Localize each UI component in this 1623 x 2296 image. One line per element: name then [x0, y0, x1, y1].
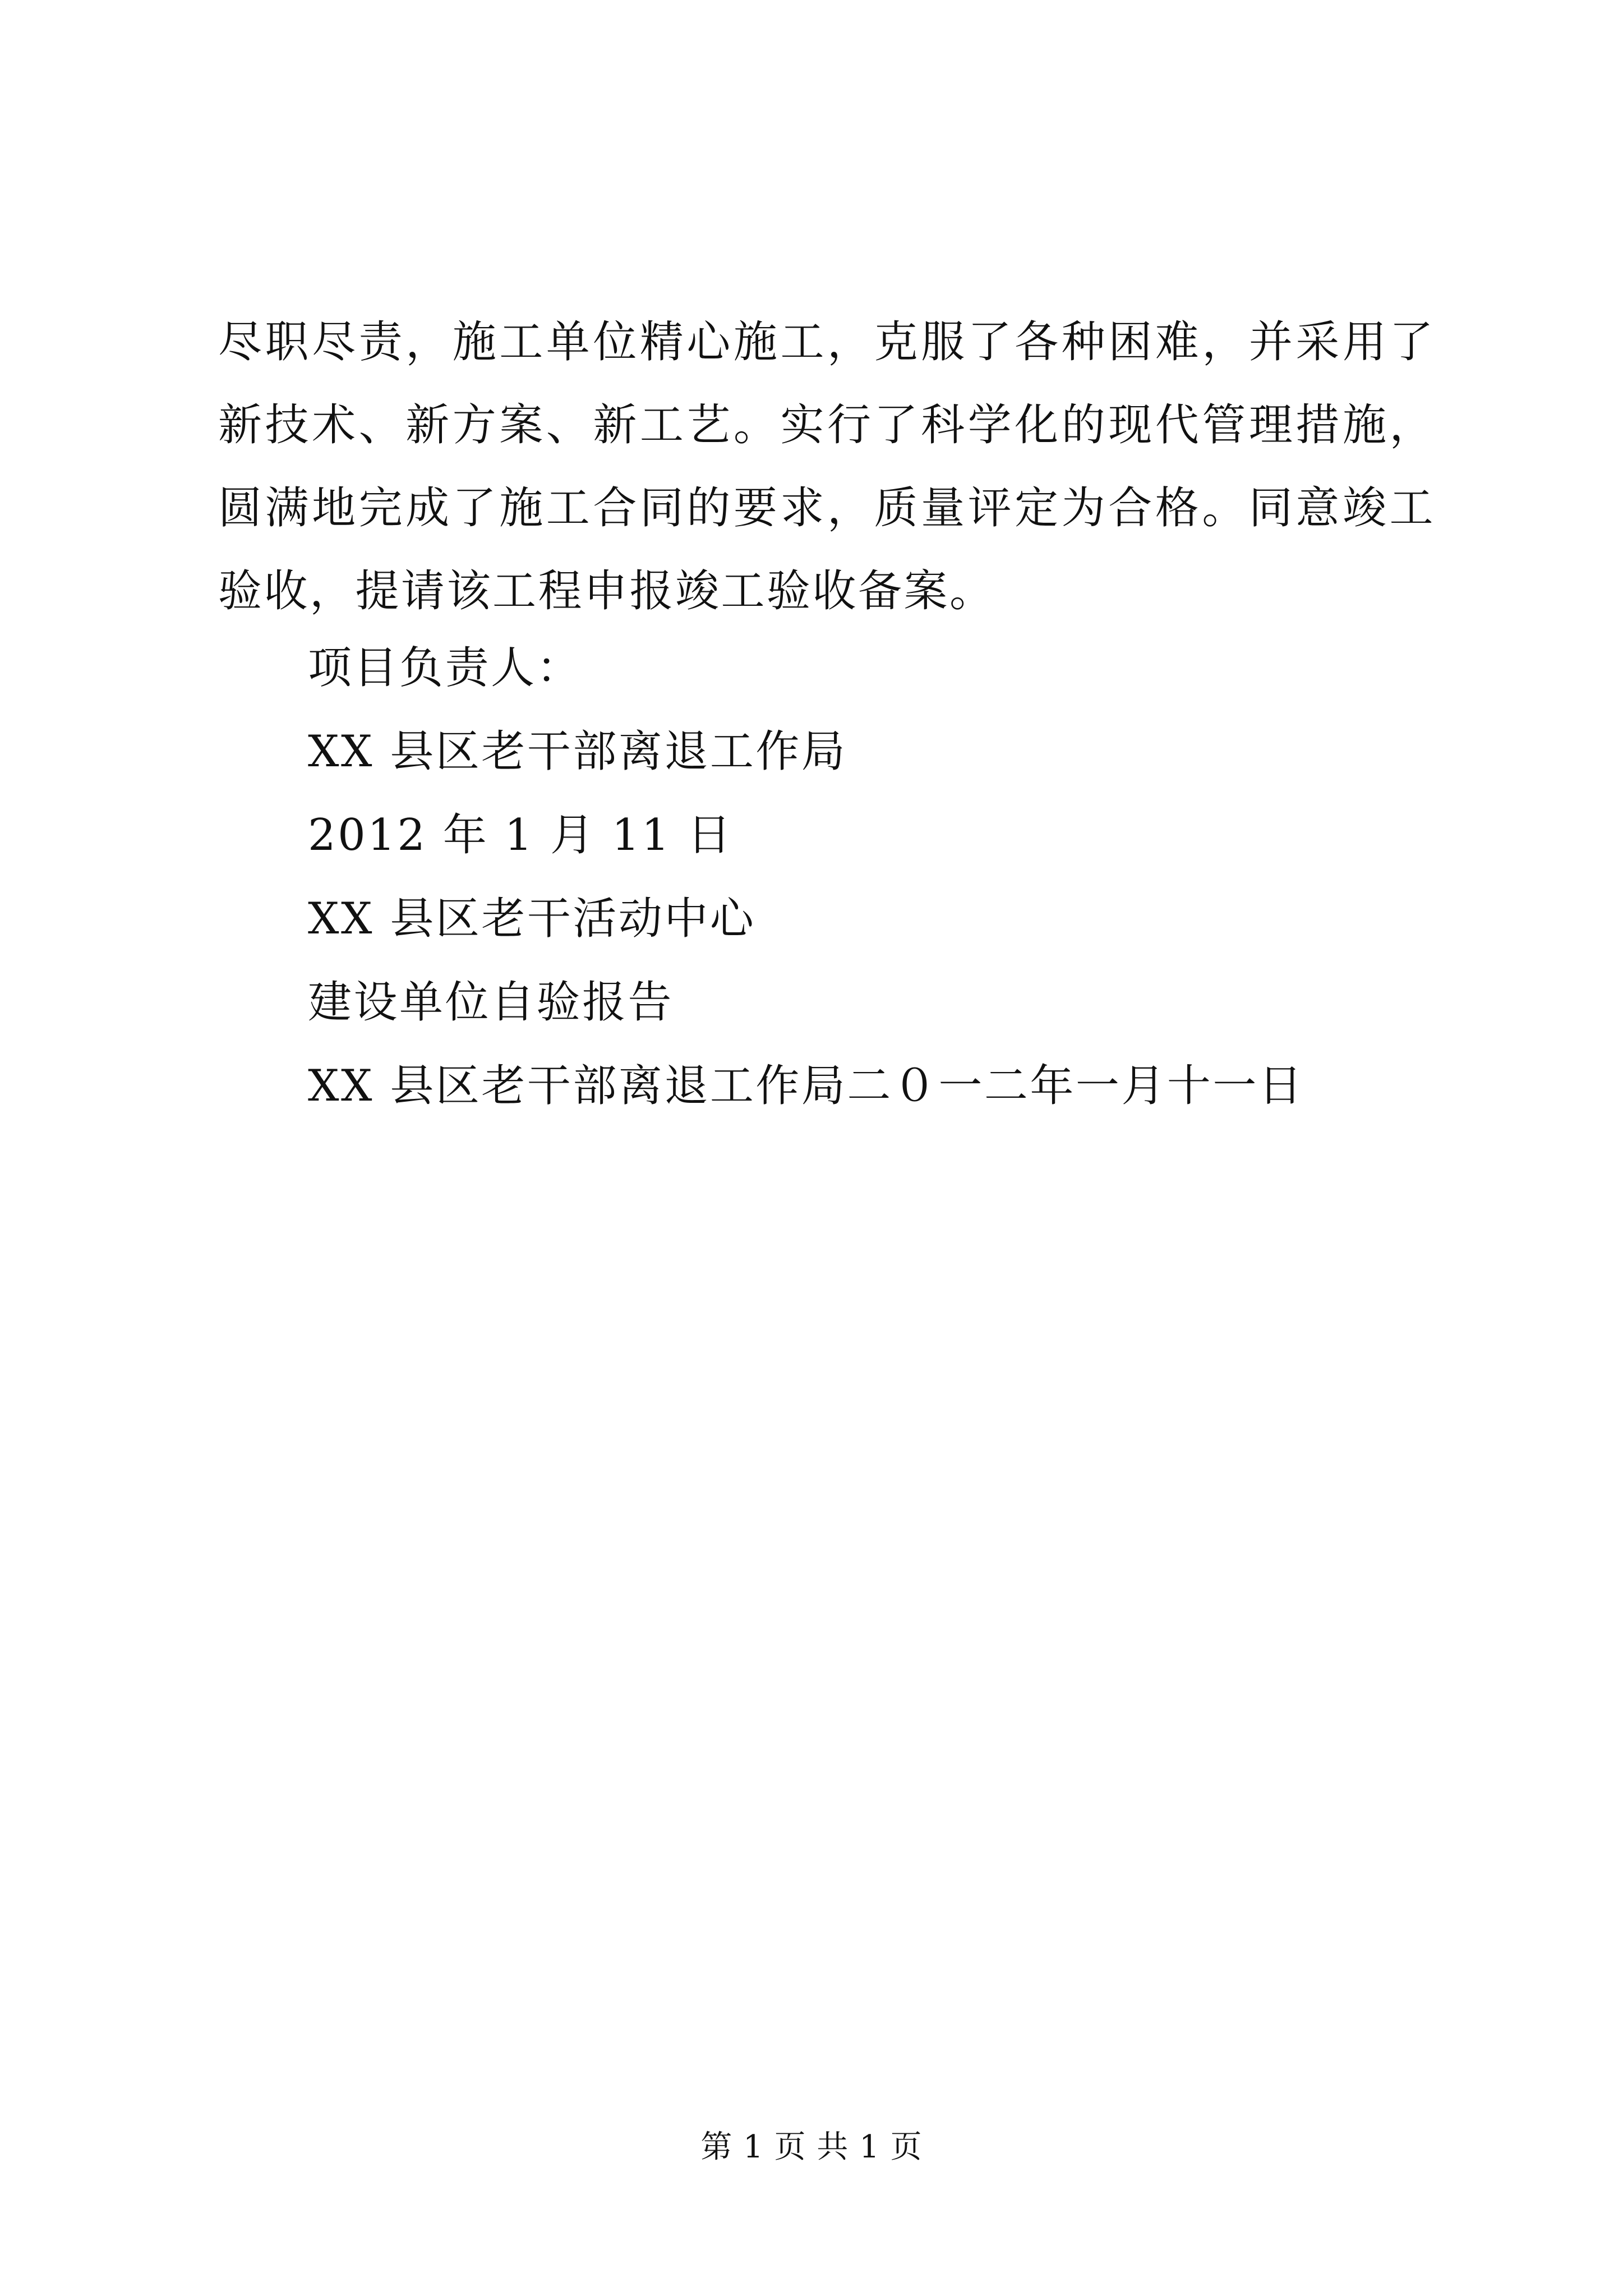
project-leader-label: 项目负责人： [308, 643, 583, 693]
report-title: 建设单位自验报告 [308, 977, 674, 1028]
organization-name-bureau: XX 县区老干部离退工作局 [308, 726, 847, 777]
body-paragraph: 尽职尽责，施工单位精心施工，克服了各种困难，并采用了新技术、新方案、新工艺。实行了科学化的现代管理措施，圆满地完成了施工合同的要求，质量评定为合格。同意竣工验收，提请该工程申报竣工验收备案。 [218, 317, 1435, 616]
organization-name-activity-center: XX 县区老干活动中心 [308, 894, 756, 944]
date-line: 2012 年 1 月 11 日 [308, 810, 733, 861]
page-footer: 第 1 页 共 1 页 [700, 2129, 923, 2165]
closing-signature-date: XX 县区老干部离退工作局二０一二年一月十一日 [308, 1061, 1304, 1111]
